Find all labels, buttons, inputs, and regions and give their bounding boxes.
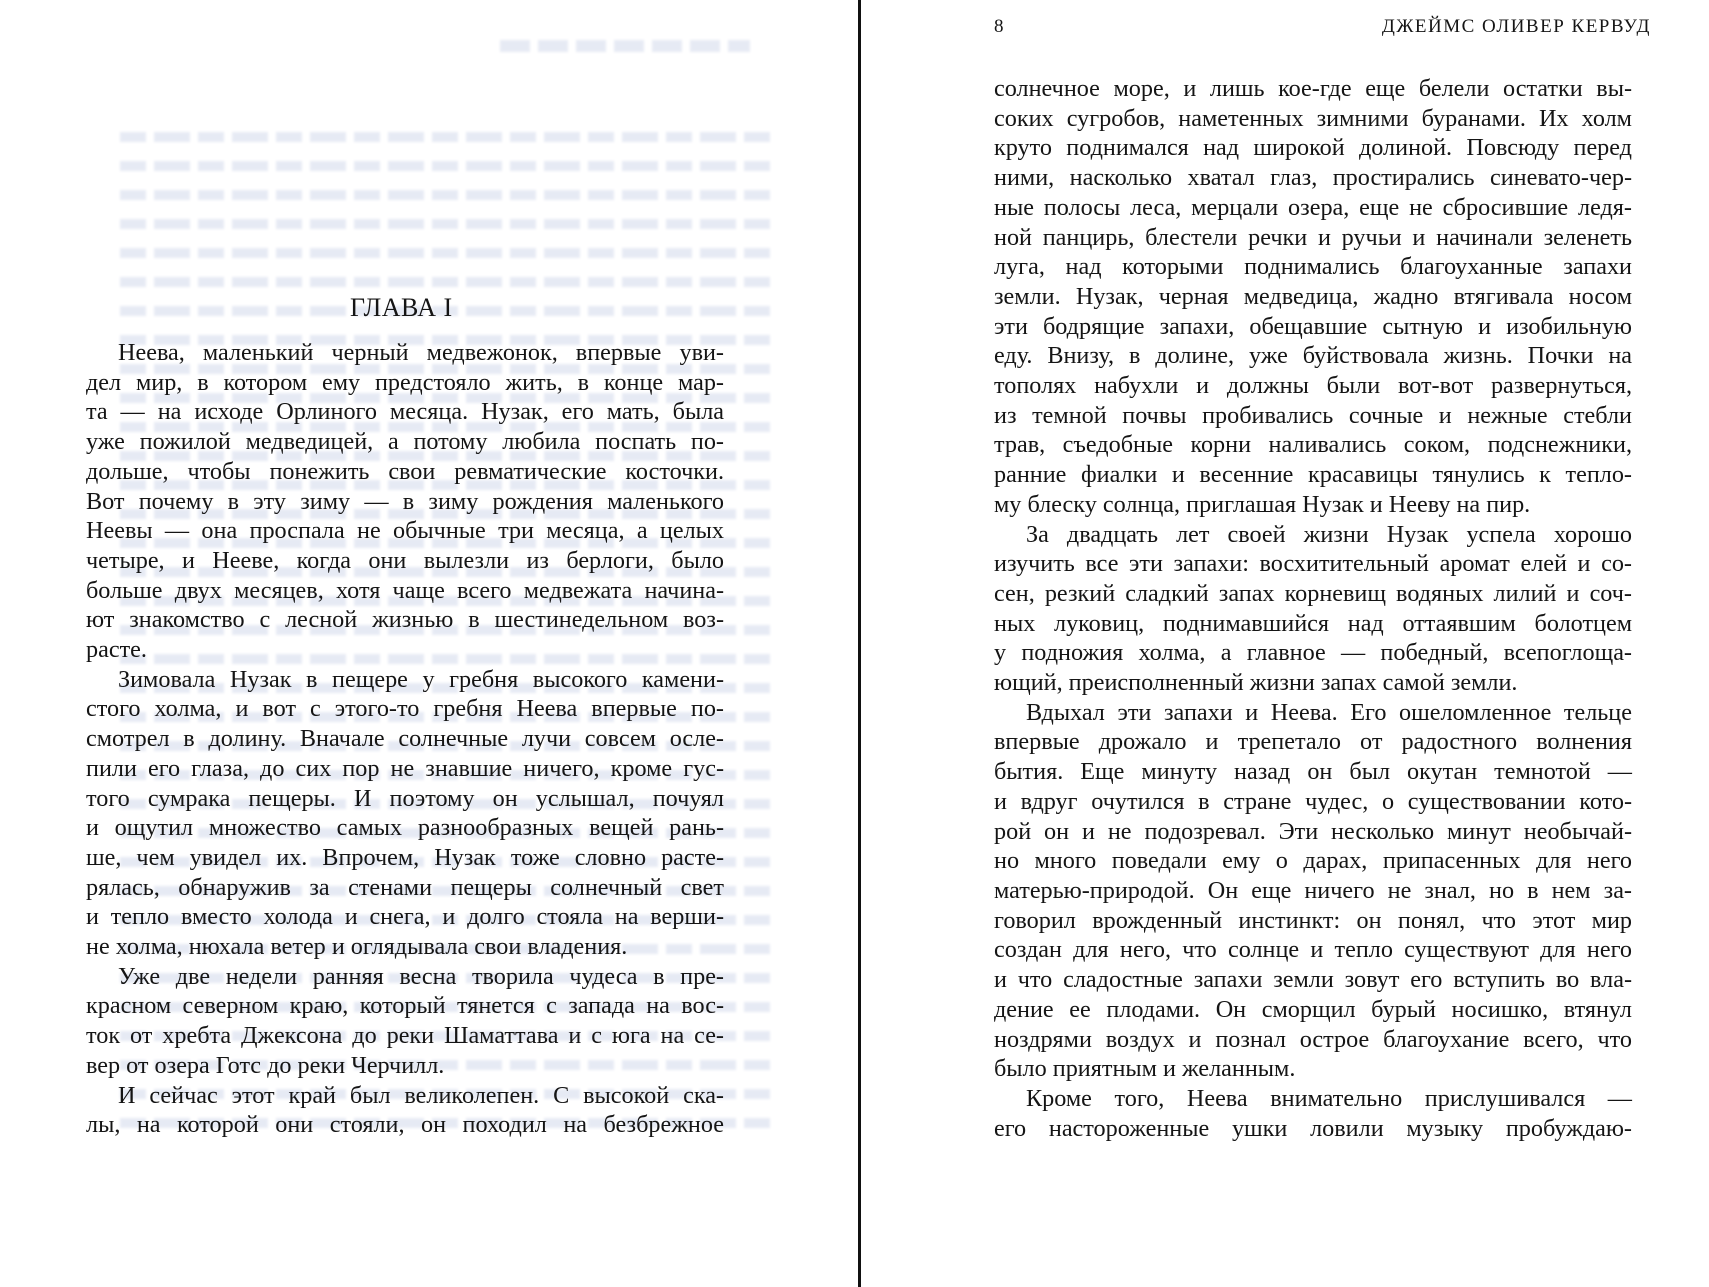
text-line: Неева, маленький черный медвежонок, впервые уви- xyxy=(118,339,724,366)
paragraph xyxy=(994,698,1632,1084)
page-number: 8 xyxy=(994,16,1005,37)
text-line: не холма, нюхала ветер и оглядывала свои владения. xyxy=(86,933,628,961)
text-line: соких сугробов, наметенных зимними буранами. Их холм xyxy=(994,104,1632,132)
text-line: Кроме того, Неева внимательно прислушивался — xyxy=(1026,1084,1632,1112)
text-line: эти бодрящие запахи, обещавшие сытную и изобильную xyxy=(994,312,1632,340)
right-page-body xyxy=(994,74,1632,1143)
text-line: И сейчас этот край был великолепен. С высокой ска- xyxy=(118,1081,724,1109)
running-head-author: ДЖЕЙМС ОЛИВЕР КЕРВУД xyxy=(1381,16,1651,37)
chapter-title: ГЛАВА I xyxy=(350,293,453,322)
text-line: пили его глаза, до сих пор не знавшие ничего, кроме гус- xyxy=(86,754,724,782)
text-line: стого холма, и вот с этого-то гребня Неева впервые по- xyxy=(86,695,724,723)
text-line: его настороженные ушки ловили музыку пробуждаю- xyxy=(994,1114,1632,1142)
text-line: Неевы — она проспала не обычные три месяца, а целых xyxy=(86,517,724,545)
text-line: тополях набухли и должны были вот-вот развернуться, xyxy=(994,372,1632,400)
page-divider xyxy=(858,0,861,1287)
text-line: лы, на которой они стояли, он походил на безбрежное xyxy=(86,1111,724,1139)
paragraph xyxy=(86,338,724,665)
text-line: уже пожилой медведицей, а потому любила поспать по- xyxy=(86,428,724,456)
paragraph xyxy=(86,1081,724,1140)
text-line: больше двух месяцев, хотя чаще всего медвежата начина- xyxy=(86,576,724,604)
text-line: ные полосы леса, мерцали озера, еще не сбросившие ледя- xyxy=(994,193,1632,221)
text-line: ними, насколько хватал глаз, простирались синевато-чер- xyxy=(994,164,1632,192)
text-line: ющий, преисполненный жизни запах самой земли. xyxy=(994,669,1518,697)
right-page xyxy=(864,0,1709,1287)
text-line: впервые дрожало и трепетало от радостного волнения xyxy=(994,728,1632,756)
text-line: смотрел в долину. Вначале солнечные лучи совсем осле- xyxy=(86,725,724,753)
text-line: расте. xyxy=(86,636,147,664)
text-line: матерью-природой. Он еще ничего не знал, но в нем за- xyxy=(994,876,1632,904)
text-line: того сумрака пещеры. И поэтому он услышал, почуял xyxy=(86,784,724,812)
text-line: ше, чем увидел их. Впрочем, Нузак тоже словно расте- xyxy=(86,843,724,871)
paragraph xyxy=(86,962,724,1081)
text-line: Зимовала Нузак в пещере у гребня высокого камени- xyxy=(118,665,724,693)
text-line: из темной почвы пробивались сочные и нежные стебли xyxy=(994,401,1632,429)
text-line: говорил врожденный инстинкт: он понял, что этот мир xyxy=(994,906,1632,934)
text-line: рялась, обнаружив за стенами пещеры солнечный свет xyxy=(86,873,724,901)
text-line: изучить все эти запахи: восхитительный аромат елей и со- xyxy=(994,550,1632,578)
text-line: ют знакомство с лесной жизнью в шестинедельном воз- xyxy=(86,606,724,634)
text-line: и тепло вместо холода и снега, и долго стояла на верши- xyxy=(86,903,724,931)
text-line: дение ее плодами. Он сморщил бурый носишко, втянул xyxy=(994,995,1632,1023)
paragraph xyxy=(994,1084,1632,1143)
text-line: рой он и не подозревал. Эти несколько минут необычай- xyxy=(994,817,1632,845)
paragraph xyxy=(994,520,1632,698)
text-line: Вдыхал эти запахи и Неева. Его ошеломленное тельце xyxy=(1026,698,1632,726)
text-line: ной панцирь, блестели речки и ручьи и начинали зеленеть xyxy=(994,223,1632,251)
text-line: та — на исходе Орлиного месяца. Нузак, его мать, была xyxy=(86,398,724,426)
text-line: дольше, чтобы понежить свои ревматические косточки. xyxy=(86,457,724,485)
text-line: ноздрями воздух и познал острое благоухание всего, что xyxy=(994,1025,1632,1053)
text-line: За двадцать лет своей жизни Нузак успела хорошо xyxy=(1026,520,1632,548)
text-line: дел мир, в котором ему предстояло жить, в конце мар- xyxy=(86,368,724,396)
text-line: и что сладостные запахи земли зовут его вступить во вла- xyxy=(994,966,1632,994)
paragraph xyxy=(86,665,724,962)
left-page-body xyxy=(86,338,724,1140)
text-line: еду. Внизу, в долине, уже буйствовала жизнь. Почки на xyxy=(994,342,1632,370)
text-line: земли. Нузак, черная медведица, жадно втягивала носом xyxy=(994,282,1632,310)
text-line: солнечное море, и лишь кое-где еще белели остатки вы- xyxy=(994,75,1632,102)
text-line: красном северном краю, который тянется с запада на вос- xyxy=(86,992,724,1020)
text-line: Вот почему в эту зиму — в зиму рождения маленького xyxy=(86,487,724,515)
text-line: вер от озера Готс до реки Черчилл. xyxy=(86,1051,445,1079)
text-line: бытия. Еще минуту назад он был окутан темнотой — xyxy=(994,758,1632,786)
text-line: создан для него, что солнце и тепло существуют для него xyxy=(994,936,1632,964)
text-line: ранние фиалки и весенние красавицы тянулись к тепло- xyxy=(994,461,1632,489)
text-line: му блеску солнца, приглашая Нузак и Нееву на пир. xyxy=(994,490,1531,518)
text-line: у подножия холма, а главное — победный, всепоглоща- xyxy=(994,639,1632,667)
text-line: трав, съедобные корни наливались соком, подснежники, xyxy=(994,431,1632,459)
text-line: и ощутил множество самых разнообразных вещей рань- xyxy=(86,814,724,842)
text-line: и вдруг очутился в стране чудес, о существовании кото- xyxy=(994,787,1632,815)
text-line: круто поднимался над широкой долиной. Повсюду перед xyxy=(994,134,1632,162)
paragraph xyxy=(994,74,1632,520)
text-line: луга, над которыми поднимались благоуханные запахи xyxy=(994,253,1632,281)
text-line: ток от хребта Джексона до реки Шаматтава и с юга на се- xyxy=(86,1022,724,1050)
text-line: четыре, и Нееве, когда они вылезли из берлоги, было xyxy=(86,546,724,574)
text-line: ных луковиц, поднимавшийся над оттаявшим болотцем xyxy=(994,609,1632,637)
text-line: было приятным и желанным. xyxy=(994,1055,1296,1083)
text-line: Уже две недели ранняя весна творила чудеса в пре- xyxy=(118,962,724,990)
text-line: но много поведали ему о дарах, припасенных для него xyxy=(994,847,1632,875)
text-line: сен, резкий сладкий запах корневищ водяных лилий и соч- xyxy=(994,579,1632,607)
